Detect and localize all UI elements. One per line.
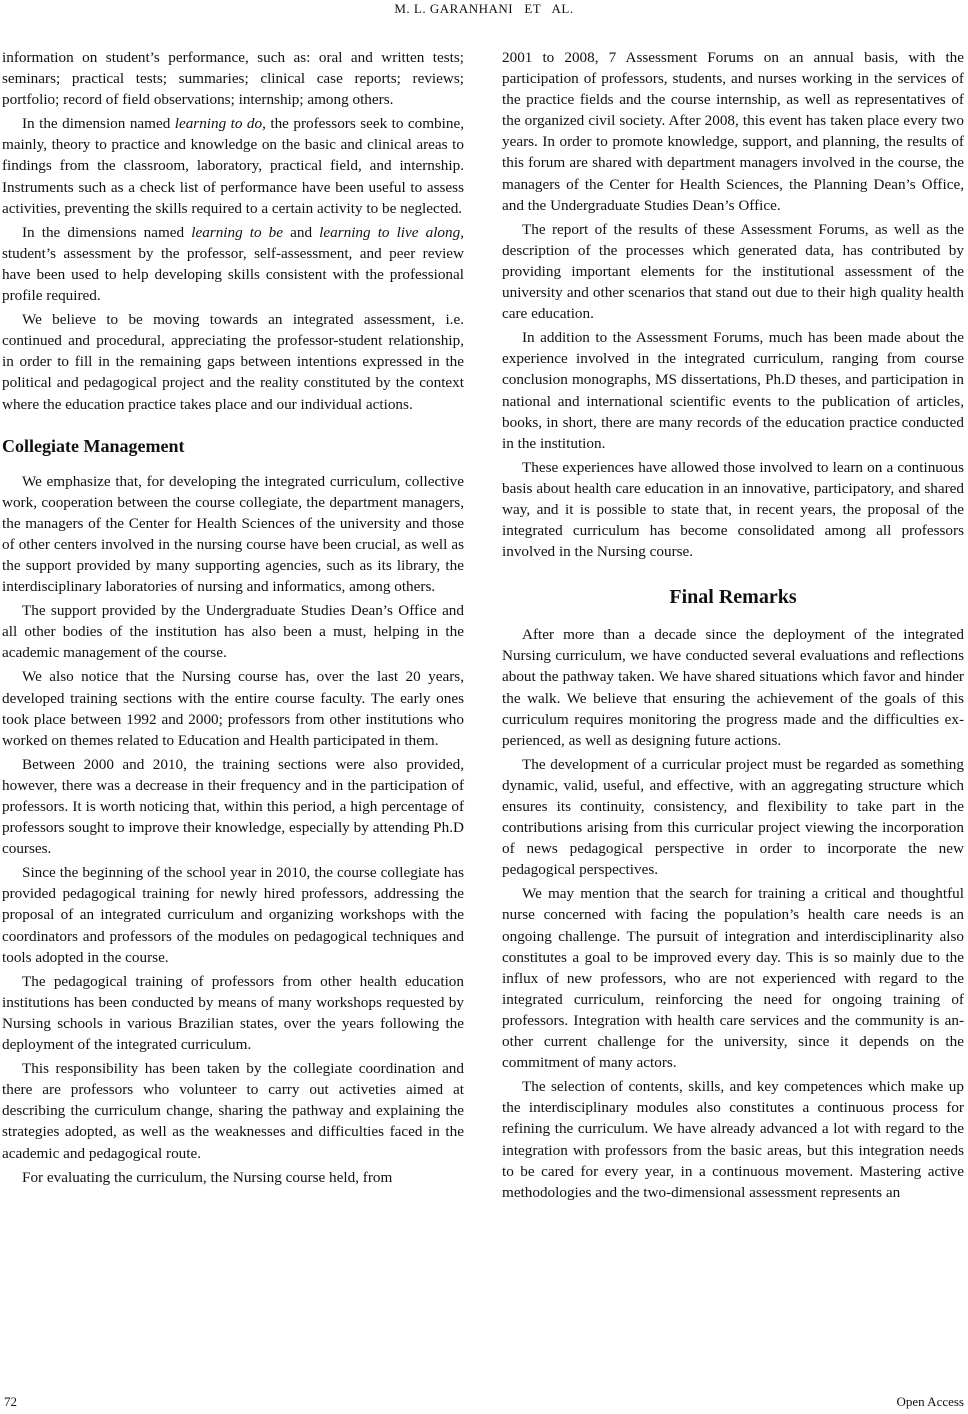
section-heading: Final Remarks [669, 586, 797, 609]
paragraph: For evaluating the curriculum, the Nursing course held, from [22, 1168, 393, 1186]
paragraph: In addition to the Assessment Forums, much has been made about the experience involved in the integrated curriculum, ranging from course conclusion monographs, MS dissertations, Ph.D theses, and participation in national and international scientific events to the publication of articles, books, in short, there are many records of the education practice conducted in the institution. [502, 329, 964, 452]
paragraph: We also notice that the Nursing course has, over the last 20 years, developed training sections with the entire course faculty. The early ones took place between 1992 and 2000; professors from other institutions who worked on themes related to Education and Health participated in them. [2, 668, 464, 749]
paragraph: In the dimensions named learning to be and learning to live along, student’s assessment by the professor, self-assessment, and peer review have been used to help developing skills consistent with the professional profile required. [2, 223, 464, 305]
paragraph: The report of the results of these Assessment Forums, as well as the description of the processes which generated data, has contributed by providing important elements for the institutional assessment of the university and other scenarios that stand out due to their high quality health care education. [502, 220, 964, 323]
right-column [502, 47, 964, 1206]
paragraph: In the dimension named learning to do, the professors seek to combine, mainly, theory to practice and knowledge on the basic and clinical areas to findings from the classroom, laboratory, practical field, and internship. Instruments such as a check list of performance have been useful to assess activities, preventing the skills required to a certain activity to be neglected. [2, 115, 465, 217]
paragraph: We emphasize that, for developing the integrated curriculum, collective work, cooperation between the course collegiate, the department managers, the managers of the Center for Health Sciences of the university and those of other centers involved in the nursing course have been crucial, as well as the support provided by many supporting agencies, such as its library, the interdisciplinary laboratories of nursing and informatics, among others. [2, 472, 464, 596]
paragraph: Between 2000 and 2010, the training sections were also provided, however, there was a decrease in their frequency and in the participation of professors. It is worth noticing that, within this period, a high percentage of professors sought to improve their knowledge, especially by attending Ph.D courses. [2, 755, 464, 858]
paragraph: information on student’s performance, such as: oral and written tests; seminars; practical tests; summaries; clinical case reports; reviews; portfolio; record of field observations; internship; among others. [2, 49, 464, 109]
section-heading: Collegiate Management [2, 435, 185, 456]
paragraph: The selection of contents, skills, and key competences which make up the interdisciplinary modules also constitutes a continuous process for refining the curriculum. We have already advanced a lot with regard to the integration with professors from the basic areas, but this integration needs to be cared for every year, in a continuous movement. Mastering active methodologies and the two-dimensional assessment represents an [502, 1078, 964, 1201]
paragraph: The development of a curricular project must be regarded as something dynamic, valid, useful, and effective, with an aggregating structure which ensures its continuity, consistency, and flexibility to take part in the contributions arising from this curricular project viewing the incorporation of news pedagogical perspective in order to incorporate the new pedagogical perspectives. [502, 755, 964, 879]
paragraph: This responsibility has been taken by the collegiate coordination and there are professors who volunteer to carry out activeties aimed at describing the curriculum change, sharing the pathway and explaining the strategies adopted, as well as the weaknesses and difficulties faced in the academic and pedagogical route. [2, 1060, 464, 1162]
paragraph: The support provided by the Undergraduate Studies Dean’s Office and all other bodies of the institution has also been a must, helping in the academic management of the course. [2, 602, 464, 662]
paragraph: 2001 to 2008, 7 Assessment Forums on an annual basis, with the participation of professors, students, and nurses working in the services of the practice fields and the course internship, as well as representatives of the organized civil society. After 2008, this event has taken place every two years. In order to promote knowledge, support, and planning, the results of this forum are shared with department managers involved in the course, the managers of the Center for Health Sciences, the Planning Dean’s Office, and the Undergraduate Studies Dean’s Office. [502, 49, 964, 214]
running-head: M. L. GARANHANI ET AL. [394, 1, 574, 16]
paragraph: We believe to be moving towards an integrated assessment, i.e. continued and procedural, appreciating the professor-student relationship, in order to fill in the remaining gaps between intentions expressed in the political and pedagogical project and the reality constituted by the context where the education practice takes place and our individual actions. [2, 311, 464, 413]
paragraph: After more than a decade since the deployment of the integrated Nursing curriculum, we have conducted several evaluations and reflections about the pathway taken. We have shared situations which favor and hinder the walk. We believe that ensuring the achievement of the goals of this curriculum requires monitoring the progress made and the difficulties experienced, as well as designing future actions. [502, 626, 964, 749]
open-access-label: Open Access [896, 1394, 964, 1409]
paragraph: These experiences have allowed those involved to learn on a continuous basis about health care education in an innovative, participatory, and shared way, and it is possible to state that, in recent years, the proposal of the integrated curriculum has become consolidated among all professors involved in the Nursing course. [502, 458, 964, 561]
left-column [2, 47, 464, 1191]
paragraph: Since the beginning of the school year in 2010, the course collegiate has provided pedagogical training for newly hired professors, addressing the proposal of an integrated curriculum and organizing workshops with the coordinators and professors of the modules on pedagogical techniques and tools adopted in the course. [2, 864, 464, 966]
paragraph: We may mention that the search for training a critical and thoughtful nurse concerned with facing the population’s health care needs is an ongoing challenge. The pursuit of integration and interdisciplinarity also constitutes a goal to be improved every day. This is so mainly due to the influx of new professors, who are not experienced with regard to the integrated curriculum, reinforcing the need for ongoing training of professors. Integration with health care services and the community is another current challenge for the university, since it depends on the commitment of many actors. [502, 885, 964, 1072]
page-number: 72 [4, 1394, 17, 1409]
paragraph: The pedagogical training of professors from other health education institutions has been conducted by means of many workshops requested by Nursing schools in various Brazilian states, over the years following the deployment of the integrated curriculum. [2, 972, 464, 1054]
